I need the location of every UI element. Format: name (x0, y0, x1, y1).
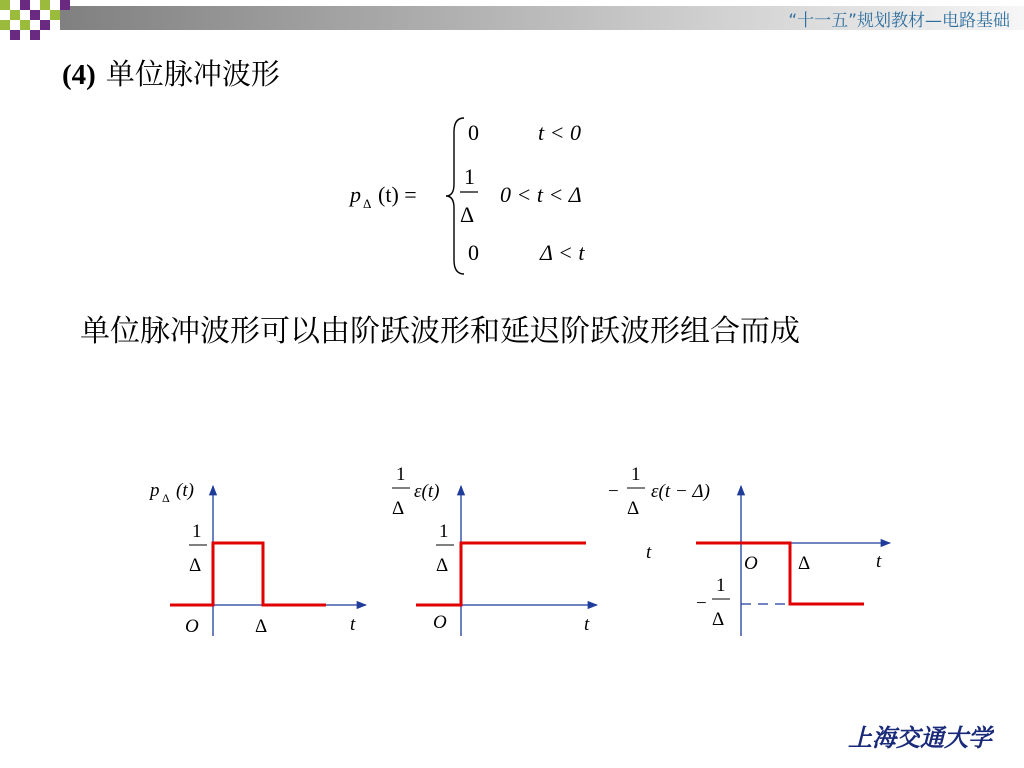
graph-step (392, 464, 597, 636)
case1-value: 0 (468, 120, 479, 145)
graph-delayed-step (608, 464, 890, 636)
graph3-level-den: Δ (712, 609, 725, 630)
case1-condition: t < 0 (538, 120, 581, 145)
graph1-level-den: Δ (189, 555, 202, 576)
graph1-ylabel-sub: Δ (162, 491, 170, 505)
graph2-origin: O (433, 612, 447, 633)
checker-logo-icon (0, 0, 70, 40)
graph3-ylabel-coef-den: Δ (627, 498, 640, 519)
waveform-figures (0, 440, 1024, 660)
graph1-ylabel-arg: (t) (176, 480, 194, 501)
graph2-level-den: Δ (436, 555, 449, 576)
series-label: “十一五”规划教材—电路基础 (788, 11, 1010, 31)
graph-unit-pulse (148, 480, 366, 637)
formula-lhs-arg: (t) = (378, 182, 417, 207)
graph3-ylabel-coef-num: 1 (631, 464, 641, 485)
graph3-delta: Δ (798, 553, 811, 574)
case3-value: 0 (468, 240, 479, 265)
left-brace (446, 118, 464, 274)
graph3-ylabel-func: ε(t − Δ) (651, 481, 710, 502)
graph2-ylabel-func: ε(t) (414, 481, 440, 502)
case3-condition: Δ < t (540, 240, 585, 265)
graph3-origin: O (744, 553, 758, 574)
formula-lhs-func: p (350, 182, 361, 207)
graph2-ylabel-coef-num: 1 (396, 464, 406, 485)
description-text: 单位脉冲波形可以由阶跃波形和延迟阶跃波形组合而成 (80, 314, 800, 349)
case2-value-num: 1 (464, 164, 475, 189)
graph2-xlabel: t (584, 614, 590, 635)
graph3-t-label: t (646, 542, 652, 563)
graph3-level-num: 1 (716, 575, 726, 596)
section-heading (62, 52, 280, 93)
graph1-ylabel-func: p (150, 480, 160, 501)
graph3-ylabel-sign: − (608, 481, 619, 502)
graph1-level-num: 1 (192, 521, 202, 542)
graph1-origin: O (185, 616, 199, 637)
piecewise-formula (340, 110, 630, 280)
section-title: 单位脉冲波形 (105, 57, 280, 91)
graph1-xlabel: t (350, 614, 356, 635)
graph3-xlabel: t (876, 551, 882, 572)
graph2-level-num: 1 (439, 521, 449, 542)
graph1-delta: Δ (255, 616, 268, 637)
formula-lhs-sub: Δ (363, 196, 372, 211)
section-number: (4) (62, 59, 96, 91)
case2-condition: 0 < t < Δ (500, 182, 582, 207)
case2-value-den: Δ (460, 202, 475, 227)
graph2-ylabel-coef-den: Δ (392, 498, 405, 519)
logo-text: 上海交通大学 (848, 723, 992, 752)
graph3-level-sign: − (696, 593, 707, 614)
shanghai-jiaotong-university-logo (844, 716, 994, 756)
